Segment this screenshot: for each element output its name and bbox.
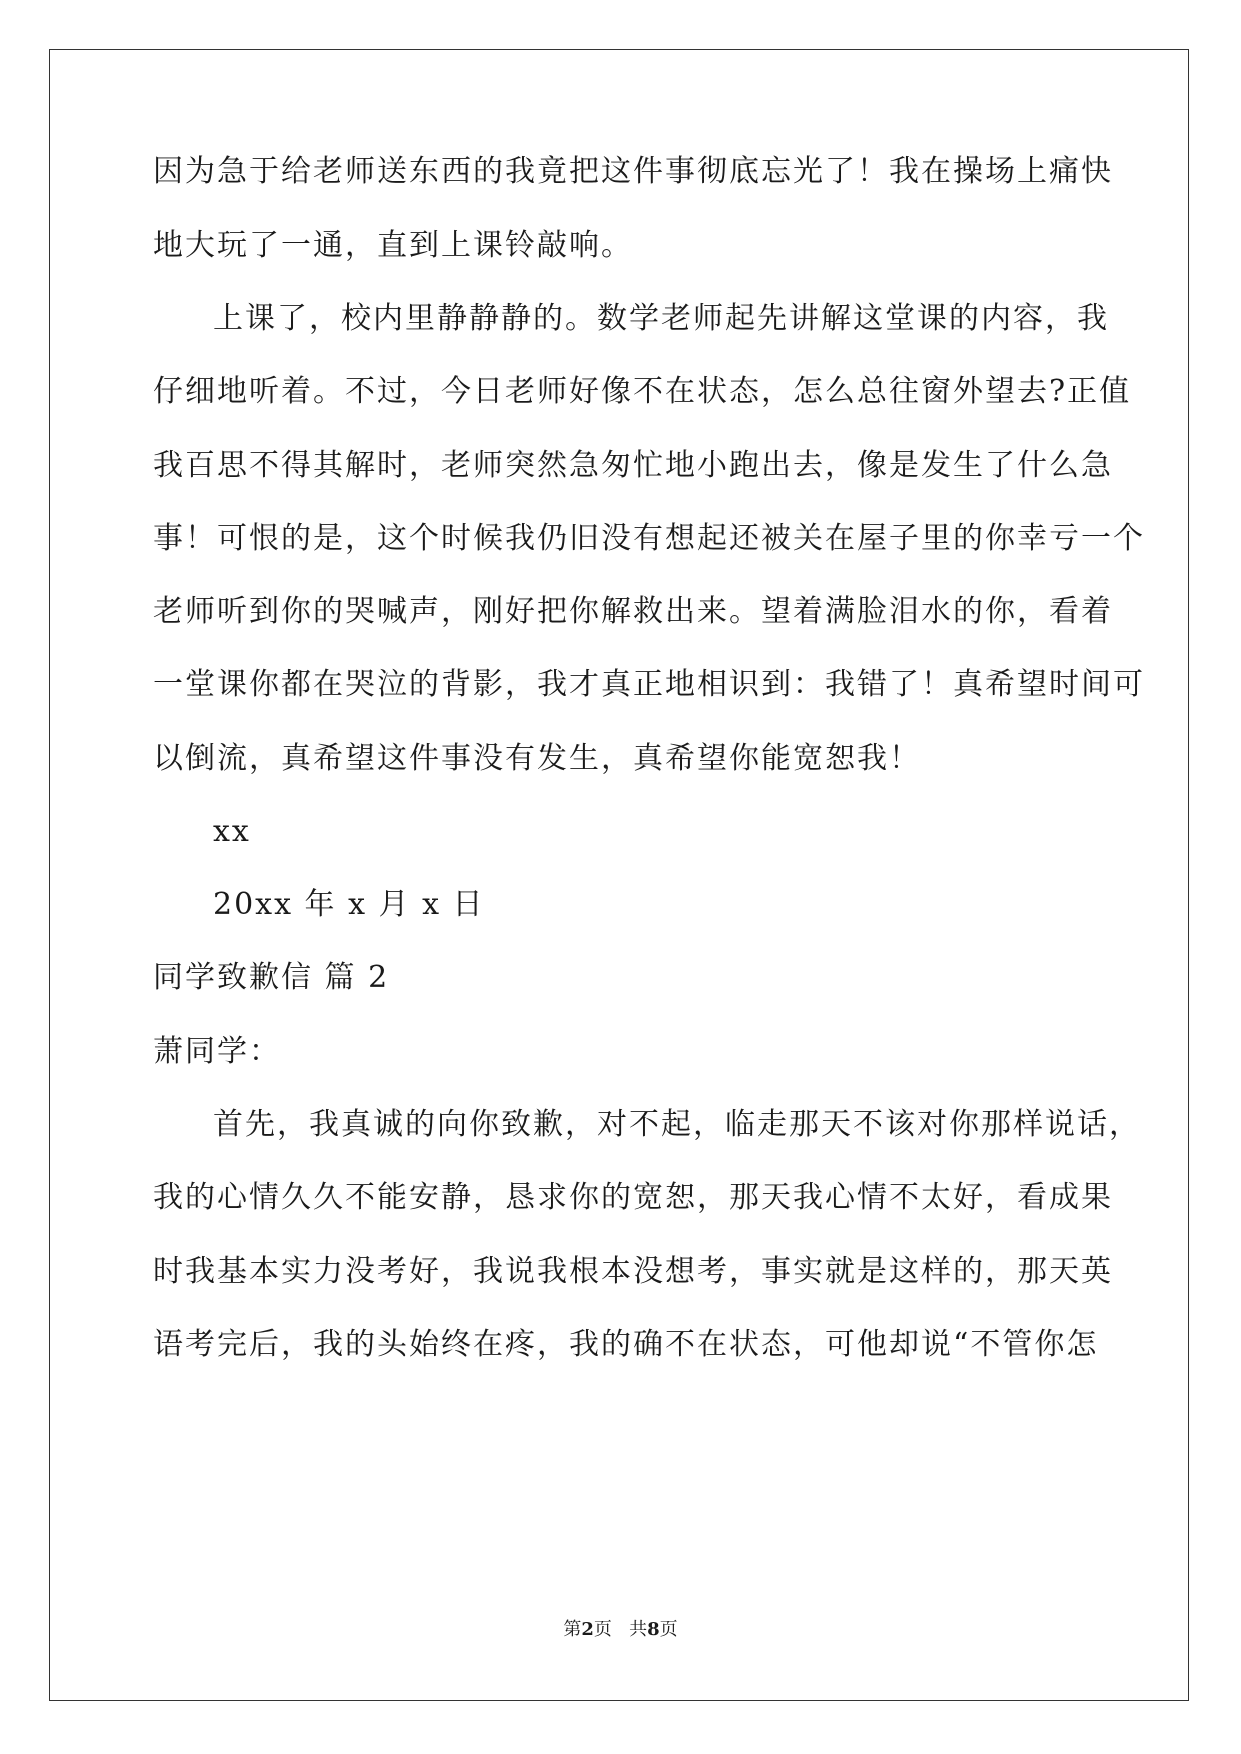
salutation: 萧同学：: [153, 1034, 281, 1069]
page-border: [49, 49, 1189, 1701]
section-heading: 同学致歉信 篇 2: [153, 960, 390, 995]
body-line: 一堂课你都在哭泣的背影，我才真正地相识到：我错了！真希望时间可: [153, 667, 1145, 702]
footer-page-suffix: 页: [593, 1619, 612, 1640]
body-line: 以倒流，真希望这件事没有发生，真希望你能宽恕我！: [153, 741, 921, 776]
body-line: 时我基本实力没考好，我说我根本没想考，事实就是这样的，那天英: [153, 1254, 1113, 1289]
paragraph-start-line: 首先，我真诚的向你致歉，对不起，临走那天不该对你那样说话，: [213, 1107, 1141, 1142]
body-line: 地大玩了一通，直到上课铃敲响。: [153, 228, 633, 263]
signature-name: xx: [213, 814, 251, 849]
body-line: 事！可恨的是，这个时候我仍旧没有想起还被关在屋子里的你幸亏一个: [153, 521, 1145, 556]
body-line: 因为急于给老师送东西的我竟把这件事彻底忘光了！我在操场上痛快: [153, 154, 1113, 189]
paragraph-start-line: 上课了，校内里静静静的。数学老师起先讲解这堂课的内容，我: [213, 301, 1109, 336]
page-footer: [0, 1618, 1241, 1642]
current-page-number: 2: [581, 1619, 594, 1640]
body-line: 语考完后，我的头始终在疼，我的确不在状态，可他却说“不管你怎: [153, 1327, 1099, 1362]
footer-total-prefix: 共: [629, 1619, 648, 1640]
body-line: 我百思不得其解时，老师突然急匆忙地小跑出去，像是发生了什么急: [153, 448, 1113, 483]
footer-prefix: 第: [563, 1619, 582, 1640]
signature-date: 20xx 年 x 月 x 日: [213, 887, 485, 922]
total-page-count: 8: [647, 1619, 660, 1640]
body-line: 老师听到你的哭喊声，刚好把你解救出来。望着满脸泪水的你，看着: [153, 594, 1113, 629]
body-line: 我的心情久久不能安静，恳求你的宽恕，那天我心情不太好，看成果: [153, 1180, 1113, 1215]
body-line: 仔细地听着。不过，今日老师好像不在状态，怎么总往窗外望去?正值: [153, 374, 1132, 409]
footer-total-suffix: 页: [659, 1619, 678, 1640]
